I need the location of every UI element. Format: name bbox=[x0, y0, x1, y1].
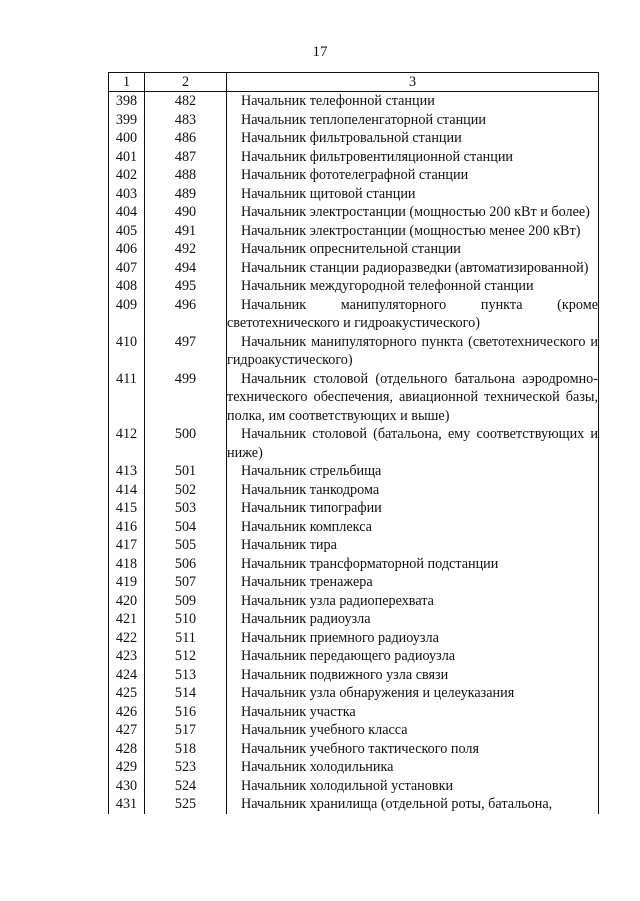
table-row bbox=[109, 777, 599, 796]
position-title: Начальник тренажера bbox=[241, 574, 373, 590]
row-number: 421 bbox=[109, 610, 145, 629]
position-title: Начальник электростанции (мощностью 200 кВт и более) bbox=[241, 204, 590, 220]
position-code: 506 bbox=[145, 555, 227, 574]
row-number: 418 bbox=[109, 555, 145, 574]
table-row bbox=[109, 592, 599, 611]
position-code: 516 bbox=[145, 703, 227, 722]
position-title-cell bbox=[227, 462, 599, 481]
position-code: 513 bbox=[145, 666, 227, 685]
header-col-3: 3 bbox=[227, 73, 599, 92]
position-code: 486 bbox=[145, 129, 227, 148]
position-title: Начальник танкодрома bbox=[241, 481, 380, 498]
position-title-cell bbox=[227, 240, 599, 259]
position-title-cell bbox=[227, 573, 599, 592]
row-number: 416 bbox=[109, 518, 145, 537]
position-title: Начальник холодильной установки bbox=[241, 777, 454, 794]
row-number: 422 bbox=[109, 629, 145, 648]
position-code: 490 bbox=[145, 203, 227, 222]
position-title: Начальник приемного радиоузла bbox=[241, 629, 439, 646]
positions-table bbox=[108, 72, 599, 814]
position-title-cell bbox=[227, 111, 599, 130]
position-code: 512 bbox=[145, 647, 227, 666]
position-title: Начальник манипуляторного пункта (кроме светотехнического и гидроакустического) bbox=[227, 296, 598, 331]
position-code: 525 bbox=[145, 795, 227, 814]
row-number: 409 bbox=[109, 296, 145, 333]
position-title: Начальник телефонной станции bbox=[241, 93, 435, 109]
header-col-1: 1 bbox=[109, 73, 145, 92]
table-body bbox=[109, 92, 599, 814]
row-number: 429 bbox=[109, 758, 145, 777]
position-code: 495 bbox=[145, 277, 227, 296]
position-title-cell bbox=[227, 795, 599, 814]
position-title-cell bbox=[227, 684, 599, 703]
table-row bbox=[109, 259, 599, 278]
position-title-cell bbox=[227, 555, 599, 574]
row-number: 430 bbox=[109, 777, 145, 796]
position-title: Начальник столовой (отдельного батальона аэродромно-технического обеспечения, авиационной технической базы, полка, им соответствующих и выше) bbox=[227, 370, 598, 424]
table-row bbox=[109, 536, 599, 555]
position-title-cell bbox=[227, 185, 599, 204]
row-number: 427 bbox=[109, 721, 145, 740]
table-row bbox=[109, 370, 599, 426]
position-code: 497 bbox=[145, 333, 227, 370]
header-col-2: 2 bbox=[145, 73, 227, 92]
position-code: 505 bbox=[145, 536, 227, 555]
table-row bbox=[109, 129, 599, 148]
table-row bbox=[109, 518, 599, 537]
position-title: Начальник манипуляторного пункта (светотехнического и гидроакустического) bbox=[227, 333, 598, 368]
position-title-cell bbox=[227, 518, 599, 537]
position-title-cell bbox=[227, 629, 599, 648]
position-code: 507 bbox=[145, 573, 227, 592]
position-code: 518 bbox=[145, 740, 227, 759]
position-title: Начальник подвижного узла связи bbox=[241, 666, 449, 683]
position-title: Начальник фильтровентиляционной станции bbox=[241, 148, 514, 165]
row-number: 410 bbox=[109, 333, 145, 370]
table-row bbox=[109, 499, 599, 518]
position-code: 509 bbox=[145, 592, 227, 611]
table-row bbox=[109, 222, 599, 241]
row-number: 415 bbox=[109, 499, 145, 518]
page-number: 17 bbox=[312, 44, 328, 60]
row-number: 408 bbox=[109, 277, 145, 296]
position-code: 517 bbox=[145, 721, 227, 740]
position-title: Начальник станции радиоразведки (автоматизированной) bbox=[241, 259, 589, 276]
position-code: 510 bbox=[145, 610, 227, 629]
position-title: Начальник узла обнаружения и целеуказания bbox=[241, 685, 515, 701]
position-title: Начальник радиоузла bbox=[241, 611, 371, 627]
position-title-cell bbox=[227, 592, 599, 611]
position-title-cell bbox=[227, 425, 599, 462]
table-row bbox=[109, 92, 599, 111]
row-number: 413 bbox=[109, 462, 145, 481]
position-title-cell bbox=[227, 647, 599, 666]
position-title: Начальник холодильника bbox=[241, 759, 394, 775]
row-number: 423 bbox=[109, 647, 145, 666]
position-title: Начальник теплопеленгаторной станции bbox=[241, 111, 486, 128]
row-number: 404 bbox=[109, 203, 145, 222]
row-number: 398 bbox=[109, 92, 145, 111]
position-title-cell bbox=[227, 758, 599, 777]
table-row bbox=[109, 666, 599, 685]
position-title-cell bbox=[227, 222, 599, 241]
row-number: 426 bbox=[109, 703, 145, 722]
row-number: 420 bbox=[109, 592, 145, 611]
position-title-cell bbox=[227, 721, 599, 740]
position-title-cell bbox=[227, 481, 599, 500]
position-title-cell bbox=[227, 296, 599, 333]
table-row bbox=[109, 647, 599, 666]
table-row bbox=[109, 111, 599, 130]
row-number: 417 bbox=[109, 536, 145, 555]
position-title-cell bbox=[227, 777, 599, 796]
row-number: 400 bbox=[109, 129, 145, 148]
table-row bbox=[109, 721, 599, 740]
position-title: Начальник стрельбища bbox=[241, 463, 382, 479]
table-row bbox=[109, 758, 599, 777]
position-code: 524 bbox=[145, 777, 227, 796]
position-title: Начальник учебного класса bbox=[241, 722, 408, 738]
table-row bbox=[109, 203, 599, 222]
table-header bbox=[109, 73, 599, 92]
position-title: Начальник столовой (батальона, ему соответствующих и ниже) bbox=[227, 426, 598, 461]
table-row bbox=[109, 740, 599, 759]
position-title-cell bbox=[227, 203, 599, 222]
position-title-cell bbox=[227, 92, 599, 111]
position-title-cell bbox=[227, 740, 599, 759]
position-title: Начальник щитовой станции bbox=[241, 185, 416, 202]
position-code: 511 bbox=[145, 629, 227, 648]
row-number: 425 bbox=[109, 684, 145, 703]
table-row bbox=[109, 148, 599, 167]
row-number: 399 bbox=[109, 111, 145, 130]
position-title-cell bbox=[227, 277, 599, 296]
position-title-cell bbox=[227, 610, 599, 629]
position-title-cell bbox=[227, 536, 599, 555]
position-title: Начальник учебного тактического поля bbox=[241, 740, 479, 757]
position-title: Начальник фильтровальной станции bbox=[241, 130, 462, 146]
position-title: Начальник узла радиоперехвата bbox=[241, 592, 434, 609]
position-code: 514 bbox=[145, 684, 227, 703]
position-code: 504 bbox=[145, 518, 227, 537]
row-number: 405 bbox=[109, 222, 145, 241]
position-title: Начальник передающего радиоузла bbox=[241, 648, 456, 664]
position-code: 494 bbox=[145, 259, 227, 278]
row-number: 424 bbox=[109, 666, 145, 685]
table-row bbox=[109, 684, 599, 703]
table-row bbox=[109, 629, 599, 648]
position-code: 489 bbox=[145, 185, 227, 204]
row-number: 414 bbox=[109, 481, 145, 500]
position-title-cell bbox=[227, 666, 599, 685]
position-code: 488 bbox=[145, 166, 227, 185]
position-title-cell bbox=[227, 703, 599, 722]
row-number: 428 bbox=[109, 740, 145, 759]
row-number: 402 bbox=[109, 166, 145, 185]
table-row bbox=[109, 277, 599, 296]
row-number: 412 bbox=[109, 425, 145, 462]
row-number: 407 bbox=[109, 259, 145, 278]
table-row bbox=[109, 166, 599, 185]
position-code: 482 bbox=[145, 92, 227, 111]
position-title-cell bbox=[227, 148, 599, 167]
table-row bbox=[109, 573, 599, 592]
position-title: Начальник опреснительной станции bbox=[241, 241, 461, 257]
table-row bbox=[109, 462, 599, 481]
table-row bbox=[109, 185, 599, 204]
table-row bbox=[109, 795, 599, 814]
row-number: 403 bbox=[109, 185, 145, 204]
position-code: 483 bbox=[145, 111, 227, 130]
table-row bbox=[109, 481, 599, 500]
row-number: 406 bbox=[109, 240, 145, 259]
position-title: Начальник типографии bbox=[241, 500, 382, 516]
position-title-cell bbox=[227, 166, 599, 185]
position-title-cell bbox=[227, 499, 599, 518]
table-row bbox=[109, 240, 599, 259]
row-number: 411 bbox=[109, 370, 145, 426]
position-title: Начальник фототелеграфной станции bbox=[241, 167, 469, 183]
position-title-cell bbox=[227, 333, 599, 370]
position-code: 501 bbox=[145, 462, 227, 481]
row-number: 419 bbox=[109, 573, 145, 592]
position-code: 487 bbox=[145, 148, 227, 167]
row-number: 431 bbox=[109, 795, 145, 814]
position-code: 502 bbox=[145, 481, 227, 500]
position-title: Начальник участка bbox=[241, 703, 356, 720]
position-title: Начальник электростанции (мощностью менее 200 кВт) bbox=[241, 222, 581, 239]
table-row bbox=[109, 296, 599, 333]
position-code: 503 bbox=[145, 499, 227, 518]
table-row bbox=[109, 610, 599, 629]
table-row bbox=[109, 425, 599, 462]
table-row bbox=[109, 555, 599, 574]
position-title: Начальник трансформаторной подстанции bbox=[241, 555, 499, 572]
position-title-cell bbox=[227, 129, 599, 148]
position-title: Начальник междугородной телефонной станции bbox=[241, 278, 534, 294]
position-code: 500 bbox=[145, 425, 227, 462]
table-row bbox=[109, 333, 599, 370]
row-number: 401 bbox=[109, 148, 145, 167]
position-title-cell bbox=[227, 370, 599, 426]
position-code: 496 bbox=[145, 296, 227, 333]
position-title-cell bbox=[227, 259, 599, 278]
position-code: 492 bbox=[145, 240, 227, 259]
position-code: 499 bbox=[145, 370, 227, 426]
position-title: Начальник хранилища (отдельной роты, батальона, bbox=[241, 796, 553, 812]
position-code: 523 bbox=[145, 758, 227, 777]
table-row bbox=[109, 703, 599, 722]
position-title: Начальник комплекса bbox=[241, 518, 372, 535]
position-code: 491 bbox=[145, 222, 227, 241]
position-title: Начальник тира bbox=[241, 537, 337, 553]
